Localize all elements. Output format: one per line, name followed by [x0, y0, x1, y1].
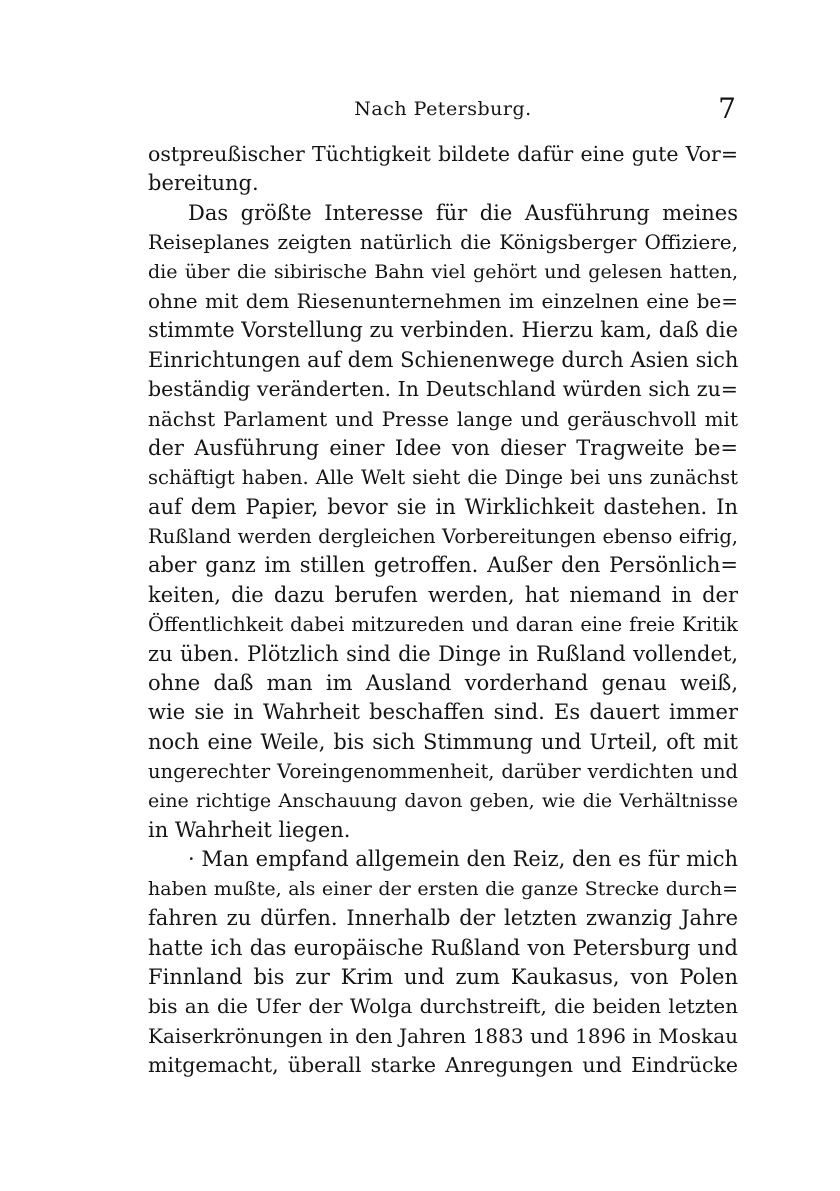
text-line: wie sie in Wahrheit beschaffen sind. Es dauert immer — [148, 700, 738, 725]
text-line: bis an die Ufer der Wolga durchstreift, die beiden letzten — [148, 994, 738, 1019]
text-line: fahren zu dürfen. Innerhalb der letzten zwanzig Jahre — [148, 906, 738, 931]
text-line: hatte ich das europäische Rußland von Petersburg und — [148, 935, 738, 960]
text-line: mitgemacht, überall starke Anregungen und Eindrücke — [148, 1053, 738, 1078]
page-number: 7 — [718, 92, 736, 125]
text-line: in Wahrheit liegen. — [148, 817, 351, 842]
text-line: zu üben. Plötzlich sind die Dinge in Rußland vollendet, — [148, 641, 738, 666]
text-line: beständig veränderten. In Deutschland würden sich zu= — [148, 377, 738, 402]
body-text — [148, 140, 738, 1081]
text-line: nächst Parlament und Presse lange und geräuschvoll mit — [148, 406, 738, 431]
text-line: keiten, die dazu berufen werden, hat niemand in der — [148, 582, 738, 607]
text-line: Öffentlichkeit dabei mitzureden und daran eine freie Kritik — [148, 613, 738, 637]
text-line: eine richtige Anschauung davon geben, wie die Verhältnisse — [148, 789, 738, 812]
text-line: Kaiserkrönungen in den Jahren 1883 und 1896 in Moskau — [148, 1023, 738, 1048]
text-line: ohne mit dem Riesenunternehmen im einzelnen eine be= — [148, 288, 738, 313]
text-line: die über die sibirische Bahn viel gehört und gelesen hatten, — [148, 260, 738, 283]
text-line: ohne daß man im Ausland vorderhand genau weiß, — [148, 671, 738, 696]
text-line: Finnland bis zur Krim und zum Kaukasus, von Polen — [148, 964, 738, 989]
page-header — [148, 92, 738, 130]
text-line: · Man empfand allgemein den Reiz, den es für mich — [188, 847, 738, 872]
text-line: aber ganz im stillen getroffen. Außer den Persönlich= — [148, 553, 738, 578]
text-line: auf dem Papier, bevor sie in Wirklichkeit dastehen. In — [148, 494, 738, 519]
text-line: schäftigt haben. Alle Welt sieht die Dinge bei uns zunächst — [148, 466, 738, 490]
text-line: Reiseplanes zeigten natürlich die Königsberger Offiziere, — [148, 230, 738, 255]
text-line: stimmte Vorstellung zu verbinden. Hierzu kam, daß die — [148, 318, 738, 343]
text-line: ostpreußischer Tüchtigkeit bildete dafür eine gute Vor= — [148, 142, 738, 166]
text-line: ungerechter Voreingenommenheit, darüber verdichten und — [148, 760, 738, 784]
text-line: noch eine Weile, bis sich Stimmung und Urteil, oft mit — [148, 729, 738, 754]
text-line: bereitung. — [148, 171, 259, 196]
text-line: Rußland werden dergleichen Vorbereitungen ebenso eifrig, — [148, 525, 738, 549]
text-line: haben mußte, als einer der ersten die ganze Strecke durch= — [148, 877, 738, 900]
text-line: Einrichtungen auf dem Schienenwege durch Asien sich — [148, 347, 738, 372]
text-line: der Ausführung einer Idee von dieser Tragweite be= — [148, 435, 738, 460]
running-title: Nach Petersburg. — [354, 98, 532, 120]
text-line: Das größte Interesse für die Ausführung meines — [188, 200, 738, 225]
